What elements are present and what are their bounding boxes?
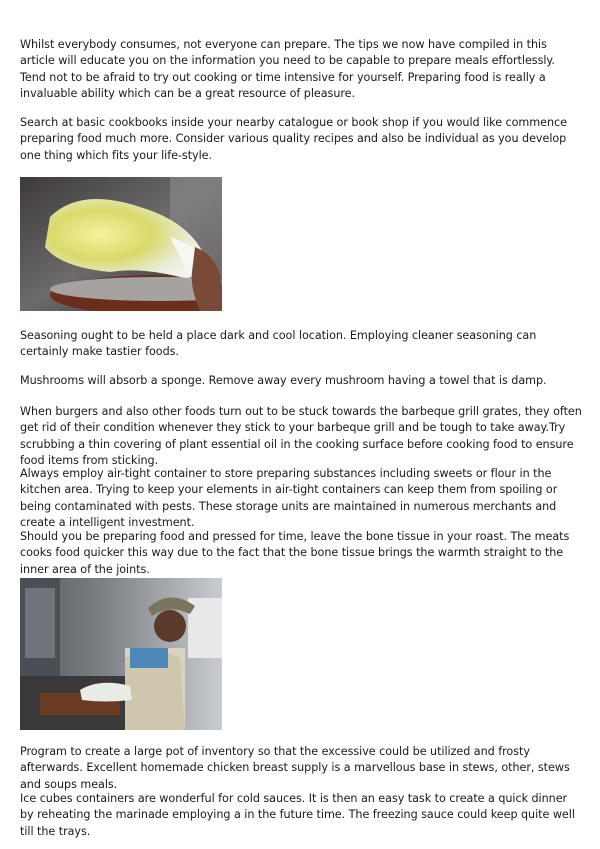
paragraph-8: Program to create a large pot of inventory so that the excessive could be utilized and frosty afterwards. Excellent homemade chicken breast supply is a marvellous base in stews, other, stews and soups meals. <box>20 745 570 791</box>
paragraph-7: Should you be preparing food and pressed for time, leave the bone tissue in your roast. The meats cooks food quicker this way due to the fact that the bone tissue brings the warmth straight to the inner area of the joints. <box>20 530 570 576</box>
kitchen-worker-photo <box>20 578 222 730</box>
kitchen-worker-illustration <box>20 578 222 730</box>
paragraph-3: Seasoning ought to be held a place dark and cool location. Employing cleaner seasoning can certainly make tastier foods. <box>20 329 537 359</box>
paragraph-6: Always employ air-tight container to store preparing substances including sweets or flour in the kitchen area. Trying to keep your elements in air-tight containers can keep them from spoiling or being contaminated with pests. These storage units are maintained in numerous merchants and create a intelligent investment. <box>20 467 558 530</box>
paragraph-5: When burgers and also other foods turn out to be stuck towards the barbeque grill grates, they often get rid of their condition whenever they stick to your barbeque grill and be tough to take away.Try scrubbing a thin covering of plant essential oil in the cooking surface before cooking food to ensure food items from sticking. <box>20 405 582 468</box>
cotton-candy-photo <box>20 177 222 311</box>
cotton-candy-illustration <box>20 177 222 311</box>
paragraph-1: Whilst everybody consumes, not everyone can prepare. The tips we now have compiled in this article will educate you on the information you need to be capable to prepare meals effortlessly. Tend not to be afraid to try out cooking or time intensive for yourself. Preparing food is really a invaluable ability which can be a great resource of pleasure. <box>20 38 555 101</box>
paragraph-2: Search at basic cookbooks inside your nearby catalogue or book shop if you would like commence preparing food much more. Consider various quality recipes and also be individual as you develop one thing which fits your life-style. <box>20 116 567 162</box>
paragraph-4: Mushrooms will absorb a sponge. Remove away every mushroom having a towel that is damp. <box>20 374 547 387</box>
paragraph-9: Ice cubes containers are wonderful for cold sauces. It is then an easy task to create a quick dinner by reheating the marinade employing a in the future time. The freezing sauce could keep quite well till the trays. <box>20 792 575 838</box>
